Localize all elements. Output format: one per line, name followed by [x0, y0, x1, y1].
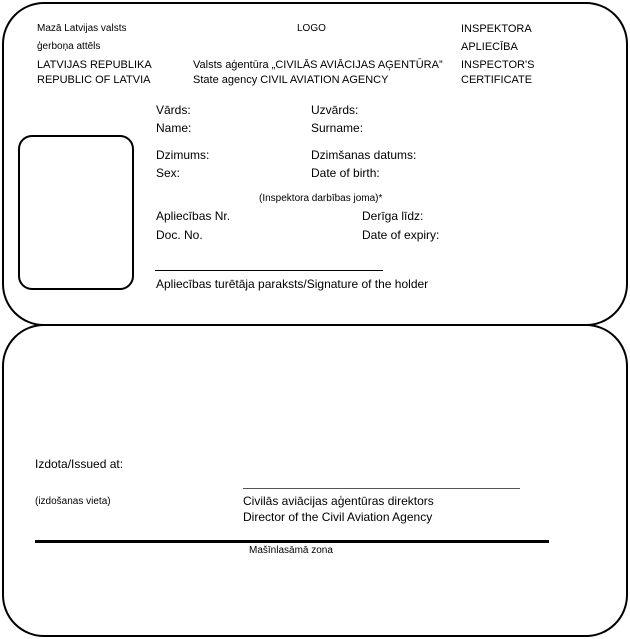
issuer-title-en: Director of the Civil Aviation Agency — [243, 510, 433, 524]
expiry-label-lv: Derīga līdz: — [362, 209, 424, 223]
doc-title-en-2: CERTIFICATE — [461, 74, 533, 86]
agency-name-en: State agency CIVIL AVIATION AGENCY — [193, 74, 389, 86]
surname-label-lv: Uzvārds: — [311, 103, 359, 117]
expiry-label-en: Date of expiry: — [362, 228, 440, 242]
holder-signature-label: Apliecības turētāja paraksts/Signature of the holder — [156, 277, 429, 291]
first-name-label-en: Name: — [156, 121, 192, 135]
doc-no-label-lv: Apliecības Nr. — [156, 209, 231, 223]
issuer-title-lv: Civilās aviācijas aģentūras direktors — [243, 494, 434, 508]
place-of-issue-label: (izdošanas vieta) — [35, 496, 111, 507]
holder-signature-line — [155, 270, 383, 271]
sex-label-lv: Dzimums: — [156, 148, 210, 162]
country-name-en: REPUBLIC OF LATVIA — [37, 74, 151, 86]
agency-name-lv: Valsts aģentūra „CIVILĀS AVIĀCIJAS AĢENTŪRA” — [193, 59, 443, 71]
issued-at-label: Izdota/Issued at: — [35, 457, 124, 471]
doc-title-lv-2: APLIECĪBA — [461, 41, 518, 53]
inspector-scope-label: (Inspektora darbības joma)* — [259, 193, 383, 204]
dob-label-en: Date of birth: — [311, 166, 380, 180]
doc-title-en-1: INSPECTOR'S — [461, 59, 535, 71]
coat-of-arms-line-1: Mazā Latvijas valsts — [37, 23, 127, 34]
mrz-divider — [35, 540, 549, 543]
photo-placeholder — [18, 135, 134, 290]
sex-label-en: Sex: — [156, 166, 181, 180]
doc-title-lv-1: INSPEKTORA — [461, 23, 532, 35]
dob-label-lv: Dzimšanas datums: — [311, 148, 417, 162]
coat-of-arms-line-2: ģerboņa attēls — [37, 41, 101, 52]
mrz-zone-label: Mašīnlasāmā zona — [249, 545, 333, 556]
issuer-signature-line — [243, 488, 520, 489]
logo-placeholder: LOGO — [297, 23, 326, 34]
country-name-lv: LATVIJAS REPUBLIKA — [37, 59, 152, 71]
certificate-back — [2, 324, 628, 637]
surname-label-en: Surname: — [311, 121, 364, 135]
first-name-label-lv: Vārds: — [156, 103, 191, 117]
doc-no-label-en: Doc. No. — [156, 228, 203, 242]
